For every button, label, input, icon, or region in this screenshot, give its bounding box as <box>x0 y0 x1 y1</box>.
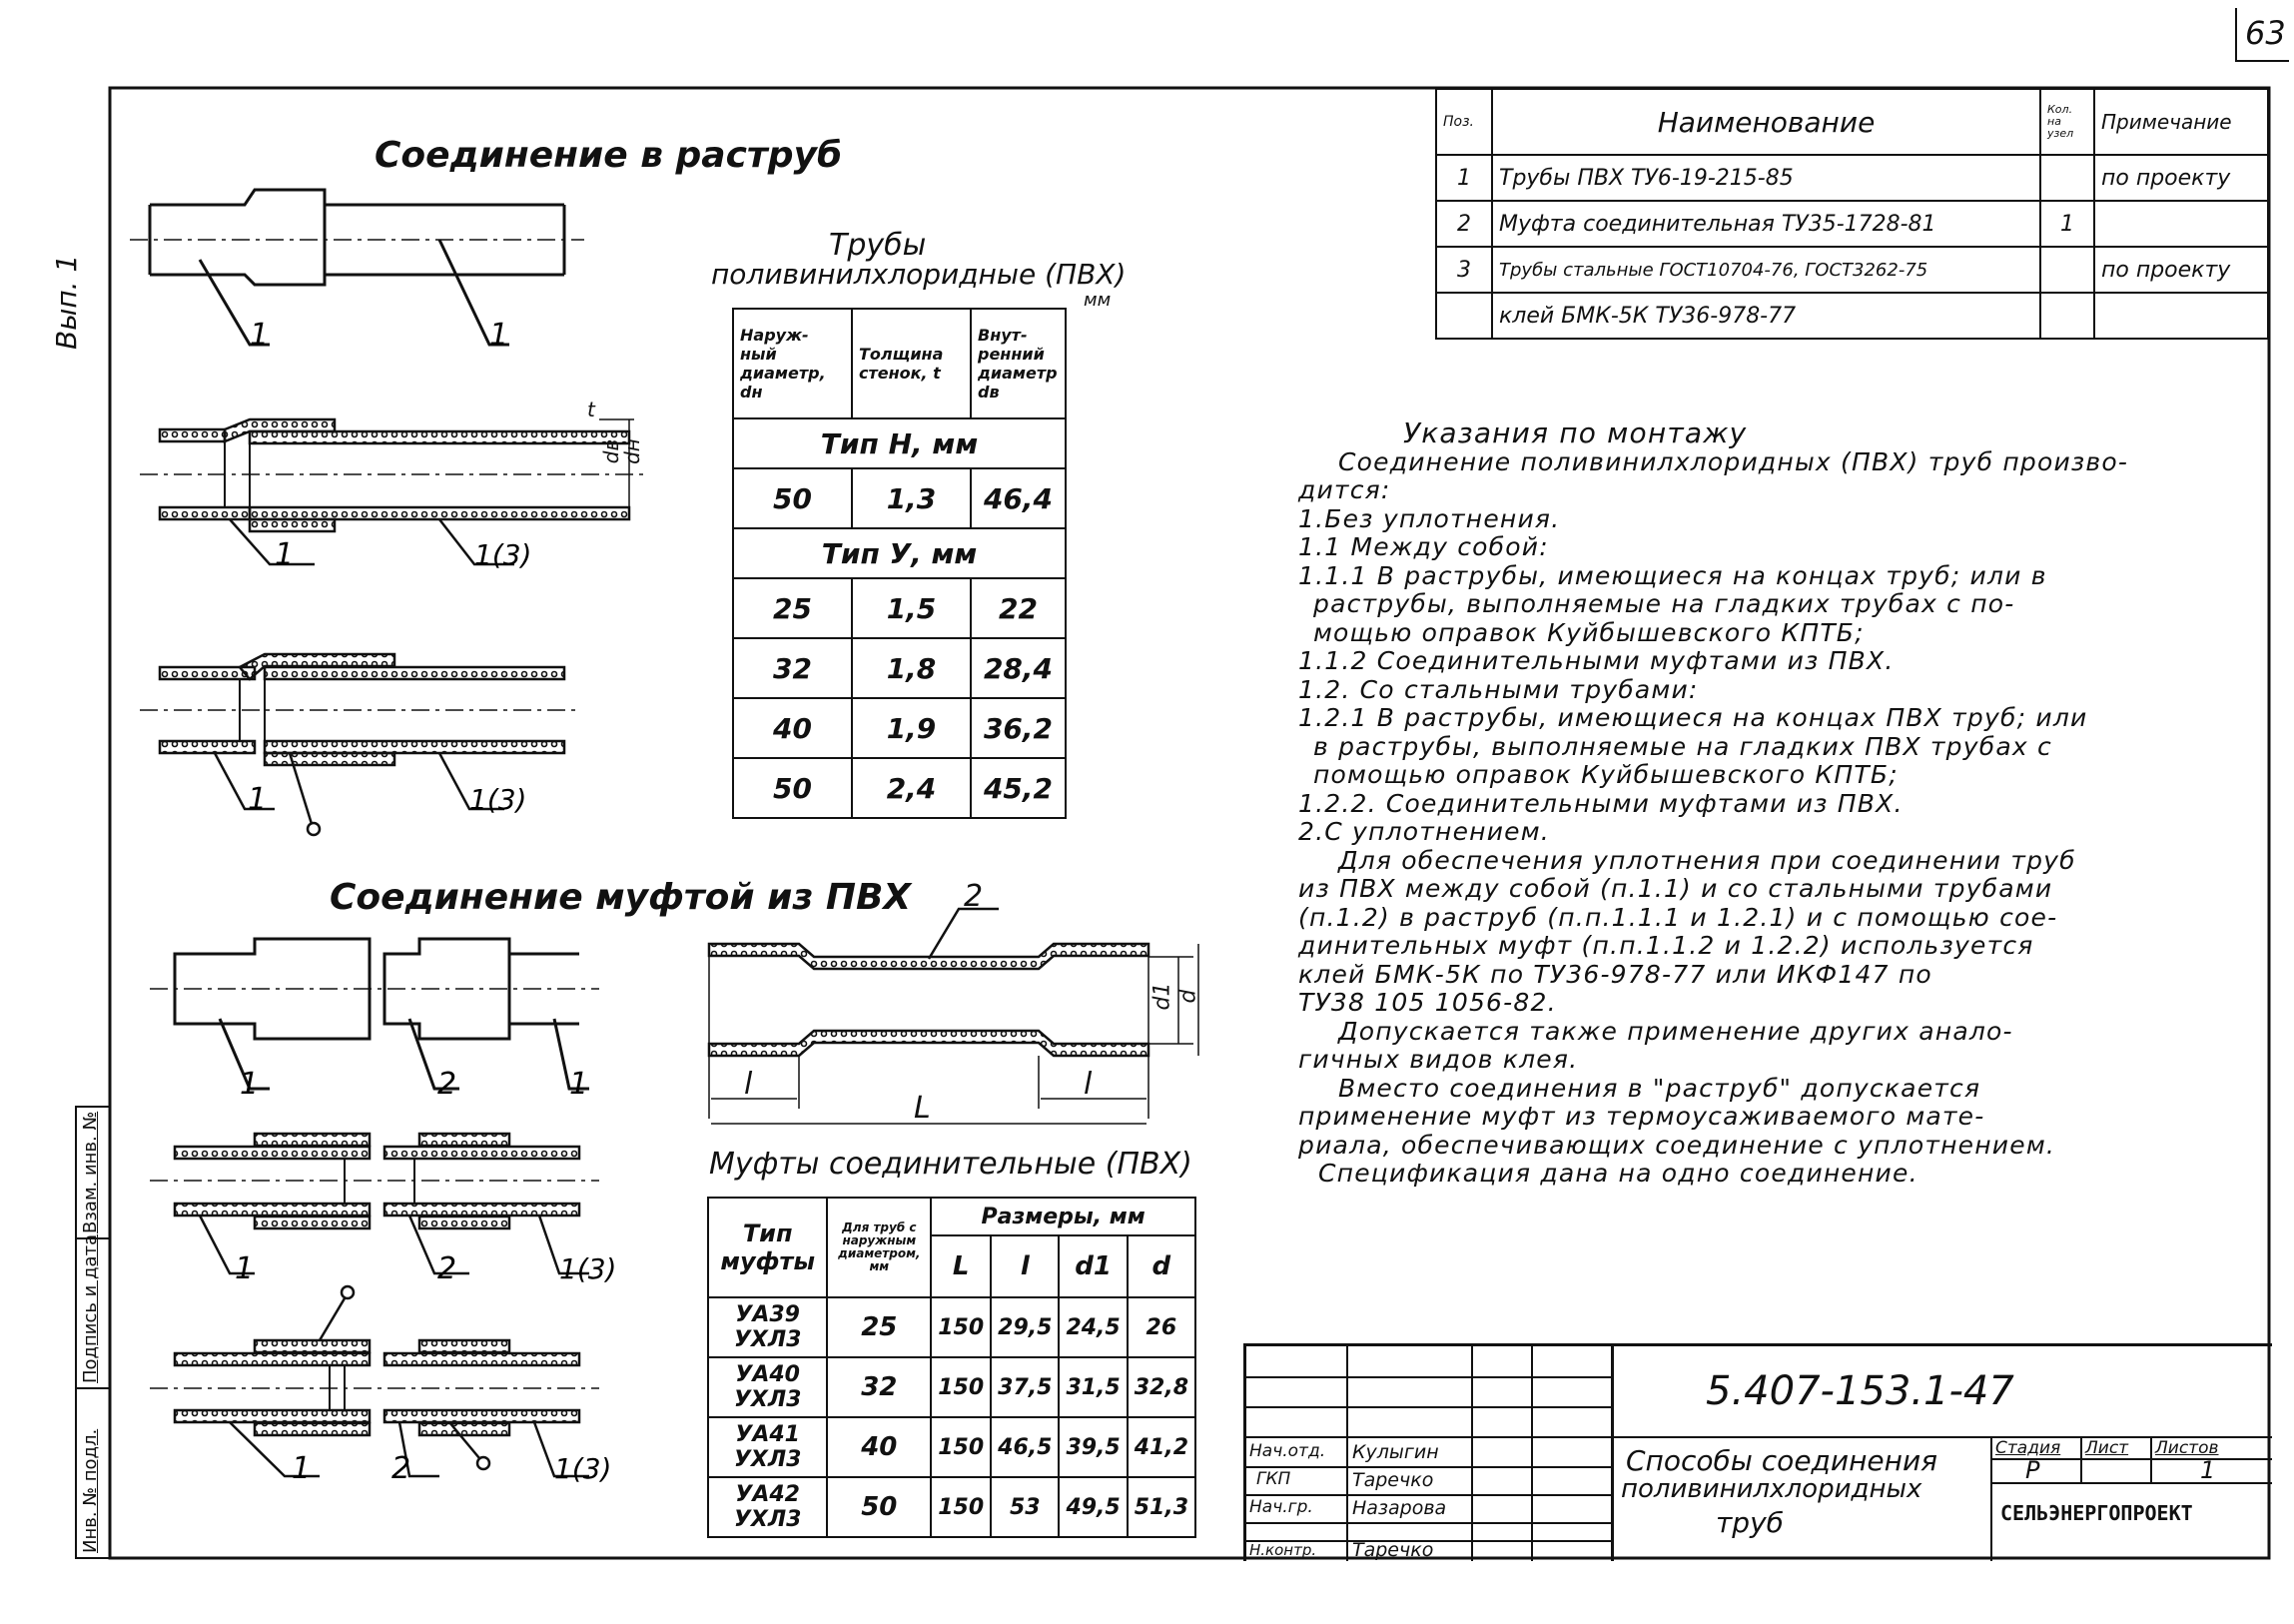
cell: 32 <box>827 1357 931 1417</box>
title-block <box>1243 1343 2272 1561</box>
pipes-table <box>732 308 1067 819</box>
note-line: клей БМК-5К по ТУ36-978-77 или ИКФ147 по <box>1298 959 1932 989</box>
cell: 24,5 <box>1059 1297 1127 1357</box>
note-line: риала, обеспечивающих соединение с уплотнением. <box>1298 1130 2056 1160</box>
coupling-outline <box>150 939 599 1089</box>
spec-h-pos: Поз. <box>1436 89 1492 155</box>
mounting-notes <box>1298 416 2257 1189</box>
cell: 2 <box>1436 201 1492 247</box>
tb-name-1: Таречко <box>1352 1469 1434 1491</box>
tb-role-3: Н.контр. <box>1249 1541 1317 1559</box>
table-row <box>733 468 1066 528</box>
pipes-header-row <box>733 309 1066 418</box>
note-line: Допускается также применение других анало- <box>1338 1016 2013 1046</box>
table-row <box>708 1417 1195 1477</box>
spec-h-note: Примечание <box>2094 89 2268 155</box>
cell: 25 <box>733 578 852 638</box>
tb-h-sheet: Лист <box>2085 1438 2129 1458</box>
note-line: помощью оправок Куйбышевского КПТБ; <box>1313 760 1899 789</box>
tb-name-line-0: Способы соединения <box>1626 1444 1937 1477</box>
note-line: 1.1.2 Соединительными муфтами из ПВХ. <box>1298 646 1895 675</box>
bell-joint-outline <box>130 190 584 345</box>
couplings-table-title: Муфты соединительные (ПВХ) <box>709 1147 1192 1182</box>
note-line: применение муфт из термоусаживаемого мате- <box>1298 1102 1985 1131</box>
note-line: ТУ38 105 1056-82. <box>1298 988 1557 1017</box>
dim-t: t <box>587 398 595 421</box>
cell: 36,2 <box>971 698 1066 758</box>
table-row <box>733 698 1066 758</box>
note-line: 1.2. Со стальными трубами: <box>1298 674 1699 704</box>
table-row <box>733 638 1066 698</box>
tb-organization: СЕЛЬЭНЕРГОПРОЕКТ <box>2000 1501 2193 1525</box>
cell: 31,5 <box>1059 1357 1127 1417</box>
cell <box>2040 293 2094 339</box>
note-line: 1.Без уплотнения. <box>1298 503 1561 533</box>
spec-h-name: Наименование <box>1492 89 2040 155</box>
callout-1b: 1 <box>489 318 509 353</box>
sheet-number: 63 <box>2245 14 2286 52</box>
cell: 39,5 <box>1059 1417 1127 1477</box>
tb-h-stage: Стадия <box>1995 1438 2061 1458</box>
cell: УА41 УХЛ3 <box>708 1417 827 1477</box>
dim-l-left: l <box>744 1067 753 1102</box>
cell <box>2094 201 2268 247</box>
cell <box>2040 155 2094 201</box>
note-line: 1.2.2. Соединительными муфтами из ПВХ. <box>1298 788 1904 818</box>
callout-1g: 1 <box>235 1251 255 1286</box>
cell: 50 <box>827 1477 931 1537</box>
pipes-h-inner: Внут-ренний диаметр dв <box>971 309 1066 418</box>
cell: 37,5 <box>991 1357 1059 1417</box>
callout-1c: 1 <box>275 537 295 572</box>
note-line: 1.2.1 В раструбы, имеющиеся на концах ПВХ труб; или <box>1298 703 2088 732</box>
cell: 1,5 <box>852 578 971 638</box>
callout-1-3a: 1(3) <box>474 538 532 571</box>
table-row <box>733 578 1066 638</box>
cell: 3 <box>1436 247 1492 293</box>
coupling-section-glued <box>150 1286 599 1476</box>
note-line: дится: <box>1298 475 1391 504</box>
note-line: раструбы, выполняемые на гладких трубах с по- <box>1313 589 2015 618</box>
pipes-type-h: Тип Н, мм <box>733 418 1066 468</box>
cell: УА42 УХЛ3 <box>708 1477 827 1537</box>
tb-role-0: Нач.отд. <box>1249 1441 1326 1461</box>
cell: 1 <box>2040 201 2094 247</box>
spec-table <box>1435 88 2269 340</box>
callout-1d: 1 <box>248 782 268 817</box>
cell: УА40 УХЛ3 <box>708 1357 827 1417</box>
tb-name-line-1: поливинилхлоридных <box>1621 1474 1922 1504</box>
tb-role-2: Нач.гр. <box>1249 1497 1313 1517</box>
pipes-table-unit: мм <box>1084 290 1112 311</box>
pipes-h-wall: Толщина стенок, t <box>852 309 971 418</box>
note-line: из ПВХ между собой (п.1.1) и со стальными трубами <box>1298 874 2053 903</box>
table-row <box>708 1357 1195 1417</box>
cell: 32,8 <box>1128 1357 1195 1417</box>
couplings-table <box>707 1197 1196 1538</box>
dim-L: L <box>914 1091 931 1126</box>
note-line: Спецификация дана на одно соединение. <box>1318 1159 1918 1188</box>
tb-role-1: ГКП <box>1256 1469 1291 1489</box>
cell: 53 <box>991 1477 1059 1537</box>
note-line: динительных муфт (п.п.1.1.2 и 1.2.2) используется <box>1298 931 2034 960</box>
cell: 29,5 <box>991 1297 1059 1357</box>
cell: 1,3 <box>852 468 971 528</box>
note-line: 1.1 Между собой: <box>1298 532 1549 561</box>
note-line: в раструбы, выполняемые на гладких ПВХ трубах с <box>1313 731 2052 761</box>
cell: 150 <box>931 1357 991 1417</box>
cell: клей БМК-5К ТУ36-978-77 <box>1492 293 2040 339</box>
table-row <box>1436 247 2268 293</box>
cell: по проекту <box>2094 155 2268 201</box>
cell: 46,4 <box>971 468 1066 528</box>
callout-2b: 2 <box>437 1251 457 1286</box>
coupling-detail <box>709 909 1201 1124</box>
cell: 25 <box>827 1297 931 1357</box>
tb-name-3: Таречко <box>1352 1539 1434 1561</box>
dim-d: d <box>1175 989 1201 1004</box>
dim-dv: dв <box>599 438 624 464</box>
title-bell-joint: Соединение в раструб <box>375 135 843 176</box>
cell: 40 <box>733 698 852 758</box>
cell: 22 <box>971 578 1066 638</box>
bell-joint-section <box>140 419 649 564</box>
cell: Трубы ПВХ ТУ6-19-215-85 <box>1492 155 2040 201</box>
cell: 1 <box>1436 155 1492 201</box>
callout-1h: 1 <box>292 1451 312 1486</box>
tb-name-2: Назарова <box>1352 1497 1447 1519</box>
callout-1e: 1 <box>240 1067 260 1102</box>
coupling-detail-tag: 2 <box>964 879 984 914</box>
callout-1-3c: 1(3) <box>559 1252 617 1285</box>
margin-inv-podl: Инв. № подл. <box>80 1428 101 1553</box>
pipes-h-outer: Наруж-ный диаметр, dн <box>733 309 852 418</box>
pipes-table-title1: Трубы <box>829 228 927 263</box>
tb-sheets: 1 <box>2200 1456 2216 1484</box>
title-block-grid <box>1246 1346 1611 1561</box>
note-line: гичных видов клея. <box>1298 1045 1579 1074</box>
dim-dn: dн <box>619 438 644 464</box>
table-row <box>708 1297 1195 1357</box>
table-row <box>1436 201 2268 247</box>
pipes-table-title2: поливинилхлоридные (ПВХ) <box>711 258 1127 291</box>
spec-h-qty: Кол. на узел <box>2040 89 2094 155</box>
callout-1a: 1 <box>250 318 270 353</box>
note-line: (п.1.2) в раструб (п.п.1.1.1 и 1.2.1) и с помощью сое- <box>1298 902 2058 932</box>
cell: 41,2 <box>1128 1417 1195 1477</box>
cell: 1,9 <box>852 698 971 758</box>
cell: 40 <box>827 1417 931 1477</box>
coup-h-sizes: Размеры, мм <box>931 1198 1195 1235</box>
margin-vzam-inv: Взам. инв. № <box>80 1111 101 1233</box>
cell <box>2094 293 2268 339</box>
title-coupling-joint: Соединение муфтой из ПВХ <box>330 877 912 918</box>
table-row <box>1436 155 2268 201</box>
cell: 150 <box>931 1417 991 1477</box>
cell: 150 <box>931 1297 991 1357</box>
cell: 50 <box>733 468 852 528</box>
pipes-type-u: Тип У, мм <box>733 528 1066 578</box>
cell: 1,8 <box>852 638 971 698</box>
cell: Муфта соединительная ТУ35-1728-81 <box>1492 201 2040 247</box>
coup-h-for: Для труб с наружным диаметром, мм <box>827 1198 931 1297</box>
callout-2a: 2 <box>437 1067 457 1102</box>
cell: 50 <box>733 758 852 818</box>
note-line: мощью оправок Куйбышевского КПТБ; <box>1313 617 1865 647</box>
cell <box>2040 247 2094 293</box>
table-row <box>1436 293 2268 339</box>
dim-d1: d1 <box>1149 982 1175 1011</box>
cell: 2,4 <box>852 758 971 818</box>
cell: 45,2 <box>971 758 1066 818</box>
callout-1f: 1 <box>569 1067 589 1102</box>
cell: 46,5 <box>991 1417 1059 1477</box>
tb-name-line-2: труб <box>1716 1506 1784 1539</box>
note-line: Вместо соединения в "раструб" допускается <box>1338 1073 1981 1103</box>
cell: УА39 УХЛ3 <box>708 1297 827 1357</box>
note-line: Соединение поливинилхлоридных (ПВХ) труб произво- <box>1338 446 2129 476</box>
note-line: 1.1.1 В раструбы, имеющиеся на концах труб; или в <box>1298 560 2047 590</box>
cell: 28,4 <box>971 638 1066 698</box>
cell: 49,5 <box>1059 1477 1127 1537</box>
note-line: Для обеспечения уплотнения при соединении труб <box>1338 845 2076 875</box>
coup-col: d <box>1128 1235 1195 1297</box>
document-code: 5.407-153.1-47 <box>1706 1368 2014 1414</box>
coupling-section <box>150 1134 599 1273</box>
coup-col: L <box>931 1235 991 1297</box>
cell: 32 <box>733 638 852 698</box>
table-row <box>733 758 1066 818</box>
callout-2c: 2 <box>391 1451 411 1486</box>
note-line: 2.С уплотнением. <box>1298 817 1550 846</box>
cell: по проекту <box>2094 247 2268 293</box>
callout-1-3b: 1(3) <box>469 783 527 816</box>
margin-vyp: Вып. 1 <box>50 254 83 350</box>
cell: Трубы стальные ГОСТ10704-76, ГОСТ3262-75 <box>1492 247 2040 293</box>
coup-col: l <box>991 1235 1059 1297</box>
coup-col: d1 <box>1059 1235 1127 1297</box>
notes-heading: Указания по монтажу <box>1403 416 1748 449</box>
tb-name-0: Кулыгин <box>1352 1441 1439 1463</box>
dim-l-right: l <box>1084 1067 1093 1102</box>
cell <box>1436 293 1492 339</box>
cell: 26 <box>1128 1297 1195 1357</box>
coup-h-type: Тип муфты <box>708 1198 827 1297</box>
cell: 150 <box>931 1477 991 1537</box>
margin-podpis-data: Подпись и дата <box>80 1233 101 1383</box>
table-row <box>708 1477 1195 1537</box>
tb-h-sheets: Листов <box>2155 1438 2219 1458</box>
cell: 51,3 <box>1128 1477 1195 1537</box>
callout-1-3d: 1(3) <box>554 1452 612 1485</box>
tb-stage: Р <box>2025 1456 2040 1484</box>
